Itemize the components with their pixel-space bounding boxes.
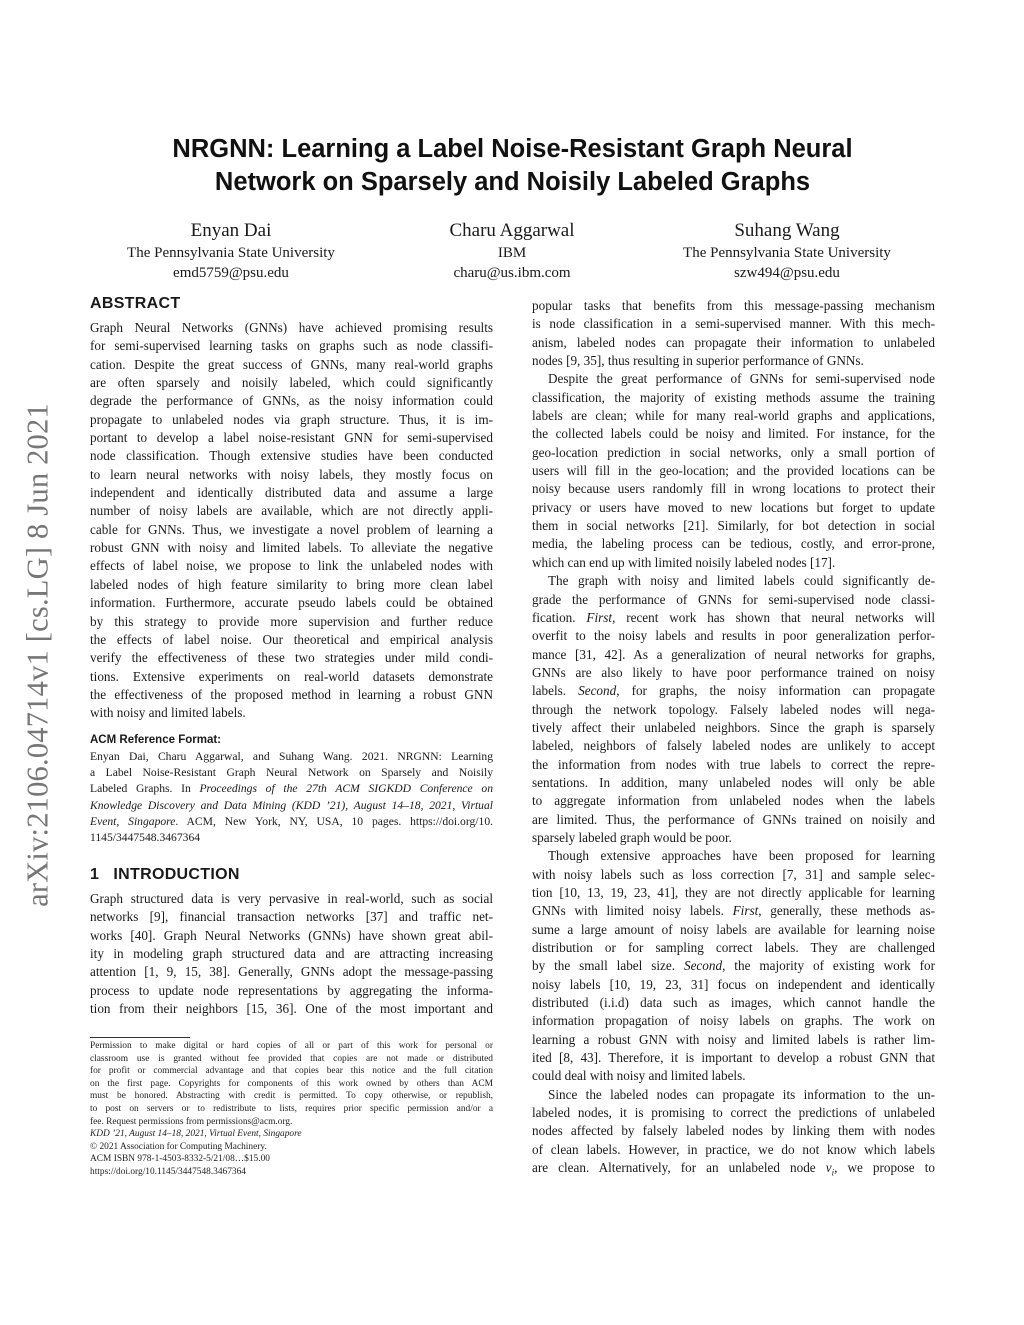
body-line: tively affect their unlabeled neighbors. Since the graph is sparsely (532, 719, 935, 735)
paragraph (532, 370, 935, 572)
body-line: information propagation of noisy labels on graphs. The work on (532, 1013, 935, 1029)
body-line: nodes affected by falsely labeled nodes by linking them with nodes (532, 1123, 935, 1139)
abstract-line: portant to develop a label noise-resistant GNN for semi-supervised (90, 430, 493, 446)
body-line: the collected labels could be noisy and limited. For instance, for the (532, 426, 935, 442)
footnote-isbn: ACM ISBN 978-1-4503-8332-5/21/08…$15.00 (90, 1154, 270, 1165)
author-block (637, 219, 937, 283)
body-line: them in social networks [21]. Similarly, for bot detection in social (532, 518, 935, 534)
body-line: tion [10, 13, 19, 23, 41], they are not directly applicable for learning (532, 885, 935, 900)
intro-line: attention [1, 9, 15, 38]. Generally, GNNs adopt the message-passing (90, 964, 493, 980)
abstract-line: labeled nodes of high feature similarity to bring more clean label (90, 576, 493, 592)
body-line: ited [8, 43]. Therefore, it is important to develop a robust GNN that (532, 1050, 935, 1066)
abstract-line: by this strategy to provide more supervision and further reduce (90, 613, 493, 629)
abstract-line: propagate to unlabeled nodes via graph structure. Thus, it is im- (90, 411, 493, 427)
body-line: mance [31, 42]. As a generalization of neural networks for graphs, (532, 646, 935, 662)
body-line: with noisy labels such as loss correction [7, 31] and sample selec- (532, 866, 935, 882)
body-line: fication. First, recent work has shown that neural networks will (532, 609, 935, 625)
body-line: nodes [9, 35], thus resulting in superior performance of GNNs. (532, 353, 864, 369)
body-line: to aggregate information from unlabeled nodes when the labels (532, 793, 935, 809)
introduction-section (90, 866, 493, 1018)
abstract-line: to learn neural networks with noisy labels, they mostly focus on (90, 466, 493, 482)
proceedings-title: Knowledge Discovery and Data Mining (KDD ’21), August 14–18, 2021, Virtual (90, 798, 493, 812)
introduction-heading: 1 INTRODUCTION (90, 866, 240, 883)
author-email[interactable]: szw494@psu.edu (734, 265, 840, 281)
abstract-line: node classification. Though extensive studies have been conducted (90, 448, 493, 464)
author-name: Suhang Wang (734, 220, 840, 241)
body-line: overfit to the noisy labels and results in poor generalization perfor- (532, 628, 935, 644)
abstract-line: the effects of label noise. Our theoretical and empirical analysis (90, 631, 493, 647)
body-line: are limited. Thus, the performance of GNNs trained on noisily and (532, 811, 935, 827)
emphasis: Second (578, 683, 617, 699)
body-line: labels. Second, for graphs, the noisy information can propagate (532, 683, 935, 699)
body-line: the information from nodes with true labels to correct the repre- (532, 756, 935, 772)
reference-line (90, 814, 493, 830)
abstract-line: robust GNN with noisy and limited labels. To alleviate the negative (90, 540, 493, 556)
paragraph (532, 847, 935, 1085)
author-affiliation: The Pennsylvania State University (127, 245, 335, 261)
footnote-line: classroom use is granted without fee provided that copies are not made or distributed (90, 1053, 493, 1064)
body-line: distribution or for sampling correct labels. They are challenged (532, 940, 935, 956)
body-line: which can end up with limited noisily labeled nodes [17]. (532, 554, 836, 570)
abstract-section (90, 295, 493, 723)
body-line: anism, labeled nodes can propagate their information to unlabeled (532, 334, 935, 350)
body-line: are clean. Alternatively, for an unlabeled node $v_i$, we propose to (532, 1160, 935, 1178)
author-block (81, 219, 381, 283)
intro-line: tion from their neighbors [15, 36]. One of the most important and (90, 1001, 493, 1017)
body-line: learning a robust GNN with noisy and limited labels is rather lim- (532, 1031, 935, 1047)
reference-doi[interactable]: . ACM, New York, NY, USA, 10 pages. https://doi.org/10. (175, 814, 494, 828)
body-line: sume a large amount of noisy labels are available for learning noise (532, 921, 935, 937)
body-line: noisy because users randomly fill in wrong locations to protect their (532, 481, 935, 497)
proceedings-title: Event, Singapore (90, 814, 176, 828)
abstract-line: for semi-supervised learning tasks on graphs such as node classifi- (90, 338, 493, 354)
intro-line: ity in modeling graph structured data and are attracting increasing (90, 946, 493, 962)
intro-line: works [40]. Graph Neural Networks (GNNs) have shown great abil- (90, 927, 493, 943)
paragraph (532, 297, 935, 370)
reference-line (90, 798, 493, 814)
author-affiliation: IBM (497, 245, 527, 261)
abstract-line: information. Furthermore, accurate pseudo labels could be obtained (90, 595, 493, 611)
body-line: distributed (i.i.d) data such as images, which cannot handle the (532, 995, 935, 1011)
abstract-heading: ABSTRACT (90, 295, 181, 312)
acm-reference-format (90, 732, 493, 846)
footnote-copyright: © 2021 Association for Computing Machinery. (90, 1141, 267, 1152)
proceedings-title: Proceedings of the 27th ACM SIGKDD Conference on (199, 782, 493, 796)
footnote-line: on the first page. Copyrights for components of this work owned by others than ACM (90, 1078, 493, 1089)
footnote-doi[interactable]: https://doi.org/10.1145/3447548.3467364 (90, 1166, 246, 1177)
abstract-line: are often sparsely and noisily labeled, which could significantly (90, 375, 493, 391)
body-line: of clean labels. However, in practice, we do not know which labels (532, 1141, 935, 1157)
footnote-line: to post on servers or to redistribute to lists, requires prior specific permission and/or a (90, 1103, 493, 1114)
abstract-line: cation. Despite the great success of GNNs, many real-world graphs (90, 356, 493, 372)
intro-line: process to update node representations by aggregating the informa- (90, 982, 493, 998)
author-affiliation: The Pennsylvania State University (683, 245, 891, 261)
math-variable: $v_i$ (825, 1160, 835, 1178)
body-line: could deal with noisy and limited labels. (532, 1068, 746, 1084)
author-email[interactable]: charu@us.ibm.com (453, 265, 571, 281)
footnote-line: must be honored. Abstracting with credit is permitted. To copy otherwise, or republish, (90, 1091, 493, 1102)
abstract-line: independent and identically distributed data and assume a large (90, 485, 493, 501)
author-name: Enyan Dai (190, 220, 272, 241)
body-line: is node classification in a semi-supervised manner. With this mech- (532, 316, 935, 332)
right-column (532, 297, 935, 1178)
footnote-rule (90, 1037, 190, 1038)
intro-line: networks [9], financial transaction networks [37] and traffic net- (90, 909, 493, 925)
body-line: noisy labels [10, 19, 23, 31] focus on independent and identically (532, 976, 935, 992)
abstract-line: effects of label noise, we propose to link the unlabeled nodes with (90, 558, 493, 574)
footnote-venue: KDD ’21, August 14–18, 2021, Virtual Event, Singapore (90, 1129, 302, 1140)
abstract-line: number of noisy labels are available, which are not directly appli- (90, 503, 493, 519)
paragraph (532, 572, 935, 847)
footnote-line: for profit or commercial advantage and that copies bear this notice and the full citation (90, 1066, 493, 1077)
reference-line (90, 781, 493, 797)
body-line: The graph with noisy and limited labels could significantly de- (548, 573, 935, 589)
author-name: Charu Aggarwal (449, 220, 575, 241)
emphasis: First (732, 903, 759, 919)
arxiv-id: arXiv:2106.04714v1 [cs.LG] 8 Jun 2021 (20, 403, 55, 907)
body-line: labeled, neighbors of falsely labeled nodes are unlikely to accept (532, 738, 935, 754)
body-line: popular tasks that benefits from this message-passing mechanism (532, 298, 935, 313)
abstract-line: Graph Neural Networks (GNNs) have achieved promising results (90, 320, 493, 335)
body-line: geo-location prediction in social networks, only a small portion of (532, 444, 935, 460)
paper-title (90, 133, 935, 199)
author-block (362, 219, 662, 283)
body-line: sentations. In addition, many unlabeled nodes will only be able (532, 774, 935, 790)
body-line: media, the labeling process can be tedious, costly, and error-prone, (532, 536, 935, 552)
body-line: sparsely labeled graph would be poor. (532, 829, 732, 845)
body-line: Since the labeled nodes can propagate its information to the un- (548, 1086, 935, 1102)
abstract-line: verify the effectiveness of these two strategies under mild condi- (90, 650, 493, 666)
reference-heading: ACM Reference Format: (90, 734, 221, 746)
body-line: classification, the majority of existing methods assume the training (532, 389, 935, 405)
abstract-line: degrade the performance of GNNs, as the noisy information could (90, 393, 493, 409)
title-line: Network on Sparsely and Noisily Labeled Graphs (214, 168, 811, 196)
body-line: GNNs are also likely to have poor performance trained on noisy (532, 664, 935, 680)
emphasis: First (586, 609, 613, 625)
footnote-line: fee. Request permissions from permissions@acm.org. (90, 1116, 293, 1127)
reference-line: Enyan Dai, Charu Aggarwal, and Suhang Wang. 2021. NRGNN: Learning (90, 750, 493, 763)
body-line: grade the performance of GNNs for semi-supervised node classi- (532, 591, 935, 607)
abstract-body (90, 319, 493, 723)
body-line: by the small label size. Second, the majority of existing work for (532, 958, 936, 974)
reference-line: 1145/3447548.3467364 (90, 830, 201, 844)
abstract-line: the effectiveness of the proposed method in learning a robust GNN (90, 686, 493, 702)
reference-line: a Label Noise-Resistant Graph Neural Network on Sparsely and Noisily (90, 766, 493, 780)
permission-footnote (90, 1040, 493, 1179)
reference-text: Labeled Graphs. In (90, 782, 200, 796)
author-email[interactable]: emd5759@psu.edu (173, 265, 289, 281)
body-line: through the network topology. Falsely labeled nodes will nega- (532, 701, 935, 717)
abstract-line: with noisy and limited labels. (90, 705, 246, 721)
body-line: privacy or users have moved to new locations but forget to update (532, 499, 935, 515)
emphasis: Second (683, 958, 723, 974)
intro-line: Graph structured data is very pervasive in real-world, such as social (90, 891, 493, 906)
footnote-line: Permission to make digital or hard copies of all or part of this work for personal or (90, 1041, 493, 1051)
body-line: labels are clean; while for many real-world graphs and applications, (532, 408, 935, 424)
body-line: GNNs with limited noisy labels. First, generally, these methods as- (532, 903, 935, 919)
title-line: NRGNN: Learning a Label Noise-Resistant Graph Neural (172, 135, 853, 163)
body-line: users will fill in the geo-location; and the provided locations can be (532, 463, 935, 479)
body-line: Despite the great performance of GNNs for semi-supervised node (548, 371, 935, 387)
body-line: labeled nodes, it is promising to correct the predictions of unlabeled (532, 1105, 935, 1121)
body-line: Though extensive approaches have been proposed for learning (548, 848, 935, 864)
abstract-line: cable for GNNs. Thus, we investigate a novel problem of learning a (90, 521, 493, 537)
abstract-line: tions. Extensive experiments on real-world datasets demonstrate (90, 668, 493, 684)
arxiv-stamp (18, 370, 58, 940)
paragraph (532, 1086, 935, 1178)
